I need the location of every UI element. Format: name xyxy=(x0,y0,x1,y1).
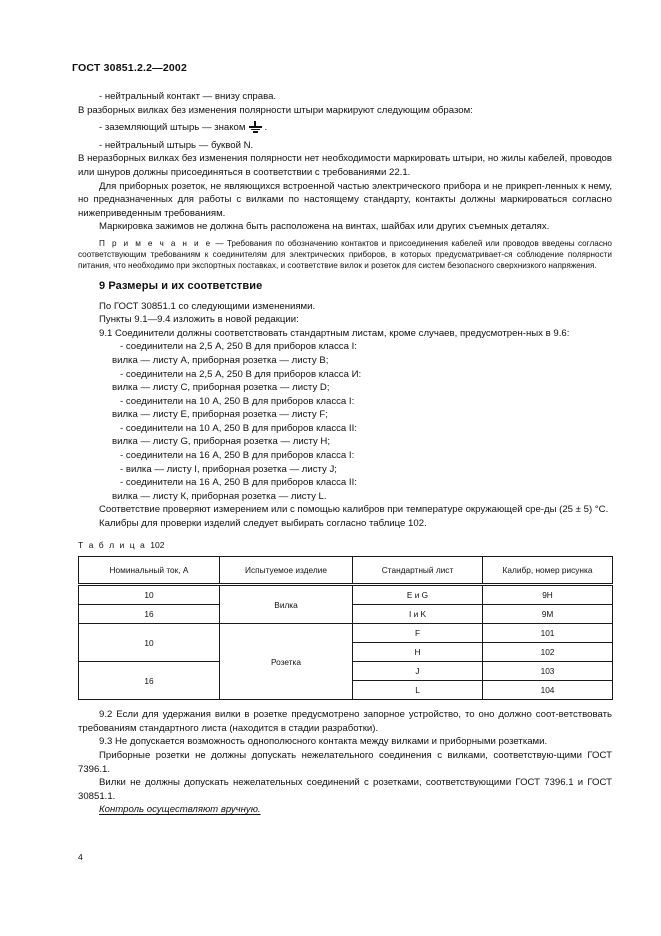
cell-standard-sheet: L xyxy=(353,681,483,700)
column-header-standard-sheet: Стандартный лист xyxy=(353,557,483,585)
cell-tested-product: Вилка xyxy=(220,585,353,624)
cell-rated-current: 10 xyxy=(79,624,220,662)
list-item: - соединители на 10 А, 250 В для приборов класса I: xyxy=(120,395,355,407)
trailing-paragraphs xyxy=(78,708,612,817)
list-item: вилка — листу G, приборная розетка — листу H; xyxy=(112,436,331,448)
cell-standard-sheet: E и G xyxy=(353,585,483,605)
paragraph-conformity-check: Соответствие проверяют измерением или с помощью калибров при температуре окружающей сре-ды (25 ± 5) °С. xyxy=(99,504,609,516)
manual-control-text: Контроль осуществляют вручную. xyxy=(99,804,261,816)
cell-rated-current: 10 xyxy=(79,585,220,605)
running-header-standard-id: ГОСТ 30851.2.2—2002 xyxy=(72,62,188,74)
note-block xyxy=(78,238,612,272)
cell-gauge-figure: 103 xyxy=(483,662,613,681)
page-content xyxy=(78,90,612,817)
cell-standard-sheet: J xyxy=(353,662,483,681)
paragraph-plugs-compat: Вилки не должны допускать нежелательных соединений с розетками, соответствующими ГОСТ 7396.1 и ГОСТ 30851.1. xyxy=(78,777,612,802)
page-number: 4 xyxy=(78,852,83,862)
table-body xyxy=(79,585,613,700)
cell-standard-sheet: H xyxy=(353,643,483,662)
column-header-tested-product: Испытуемое изделие xyxy=(220,557,353,585)
list-item: вилка — листу С, приборная розетка — листу D; xyxy=(112,382,330,394)
column-header-rated-current: Номинальный ток, А xyxy=(79,557,220,585)
section-heading-9: 9 Размеры и их соответствие xyxy=(99,279,263,292)
connector-requirements-list xyxy=(78,340,612,503)
column-header-gauge-figure: Калибр, номер рисунка xyxy=(483,557,613,585)
table-header-row xyxy=(79,557,613,585)
list-item: - соединители на 16 А, 250 В для приборов класса II: xyxy=(120,477,357,489)
paragraph-items-revised: Пункты 9.1—9.4 изложить в новой редакции: xyxy=(99,314,299,326)
paragraph-manual-control xyxy=(78,803,612,817)
paragraph-per-gost: По ГОСТ 30851.1 со следующими изменениями. xyxy=(99,300,316,312)
list-item: - соединители на 2,5 А, 250 В для приборов класса И: xyxy=(120,368,362,380)
paragraph-sockets-compat: Приборные розетки не должны допускать нежелательного соединения с вилками, соответствую-щими ГОСТ 7396.1. xyxy=(78,750,612,775)
table-caption xyxy=(78,539,612,553)
table-caption-label: Т а б л и ц а xyxy=(78,539,147,550)
paragraph-9-3: 9.3 Не допускается возможность однополюсного контакта между вилками и приборными розетками. xyxy=(99,736,548,748)
list-item: вилка — листу Е, приборная розетка — листу F; xyxy=(112,409,328,421)
earth-pin-text: - заземляющий штырь — знаком xyxy=(99,122,246,134)
paragraph-9-1: 9.1 Соединители должны соответствовать стандартным листам, кроме случаев, предусмотрен-ных в 9.6: xyxy=(99,327,570,339)
table-row xyxy=(79,585,613,605)
paragraph-neutral-contact: - нейтральный контакт — внизу справа. xyxy=(99,91,277,102)
paragraph-terminal-marking: Маркировка зажимов не должна быть расположена на винтах, шайбах или других съемных деталях. xyxy=(99,221,550,233)
spacer xyxy=(78,272,612,280)
paragraph-earth-pin xyxy=(78,121,612,135)
spacer xyxy=(78,292,612,300)
list-item: вилка — листу К, приборная розетка — листу L. xyxy=(112,490,327,502)
list-item: - вилка — листу I, приборная розетка — листу J; xyxy=(120,463,337,475)
paragraph-appliance-sockets: Для приборных розеток, не являющихся встроенной частью электрического прибора и не прикреп-ленных к нему, но предназначенных для работы с вилками по настоящему стандарту, контакты должны маркироваться согласно нижеприведенным требованиям. xyxy=(78,180,612,219)
cell-gauge-figure: 102 xyxy=(483,643,613,662)
list-item: - соединители на 10 А, 250 В для приборов класса II: xyxy=(120,422,357,434)
cell-standard-sheet: F xyxy=(353,624,483,643)
list-item: - соединители на 16 А, 250 В для приборов класса I: xyxy=(120,450,355,462)
paragraph-9-2: 9.2 Если для удержания вилки в розетке предусмотрено запорное устройство, то оно должно соот-ветствовать требованиям стандартного листа (находится в стадии разработки). xyxy=(78,709,612,734)
table-caption-number: 102 xyxy=(150,539,165,550)
cell-gauge-figure: 104 xyxy=(483,681,613,700)
paragraph-nondetachable-plugs: В неразборных вилках без изменения полярности нет необходимости маркировать штыри, но жилы кабелей, проводов или шнуров должны присоединяться в соответствии с требованиями 22.1. xyxy=(78,153,612,178)
paragraph-gauges: Калибры для проверки изделий следует выбирать согласно таблице 102. xyxy=(99,518,427,530)
note-label: П р и м е ч а н и е xyxy=(99,238,213,248)
table-row xyxy=(79,624,613,643)
earth-pin-period: . xyxy=(264,122,268,134)
cell-tested-product: Розетка xyxy=(220,624,353,700)
cell-rated-current: 16 xyxy=(79,605,220,624)
gauge-selection-table xyxy=(78,556,613,700)
list-item: - соединители на 2,5 А, 250 В для приборов класса I: xyxy=(120,341,357,353)
spacer xyxy=(78,531,612,539)
note-dash: — xyxy=(212,238,227,248)
list-item: вилка — листу А, приборная розетка — листу В; xyxy=(112,354,329,366)
earth-ground-icon xyxy=(248,121,263,132)
paragraph-detachable-plugs: В разборных вилках без изменения полярности штыри маркируют следующим образом: xyxy=(78,104,473,116)
cell-gauge-figure: 9M xyxy=(483,605,613,624)
note-text: Требования по обозначению контактов и присоединения кабелей или проводов введены согласно соответствующим требованиям к соединителям для электрических приборов, в которых предусматривает-ся соблюдение полярности питания, что необходимо при экспортных поставках, и соответствие вилок и розеток для систем безопасного сверхнизкого напряжения. xyxy=(78,238,612,271)
cell-gauge-figure: 101 xyxy=(483,624,613,643)
spacer xyxy=(78,700,612,708)
cell-rated-current: 16 xyxy=(79,662,220,700)
cell-standard-sheet: I и K xyxy=(353,605,483,624)
paragraph-neutral-pin: - нейтральный штырь — буквой N. xyxy=(99,139,254,151)
cell-gauge-figure: 9H xyxy=(483,585,613,605)
